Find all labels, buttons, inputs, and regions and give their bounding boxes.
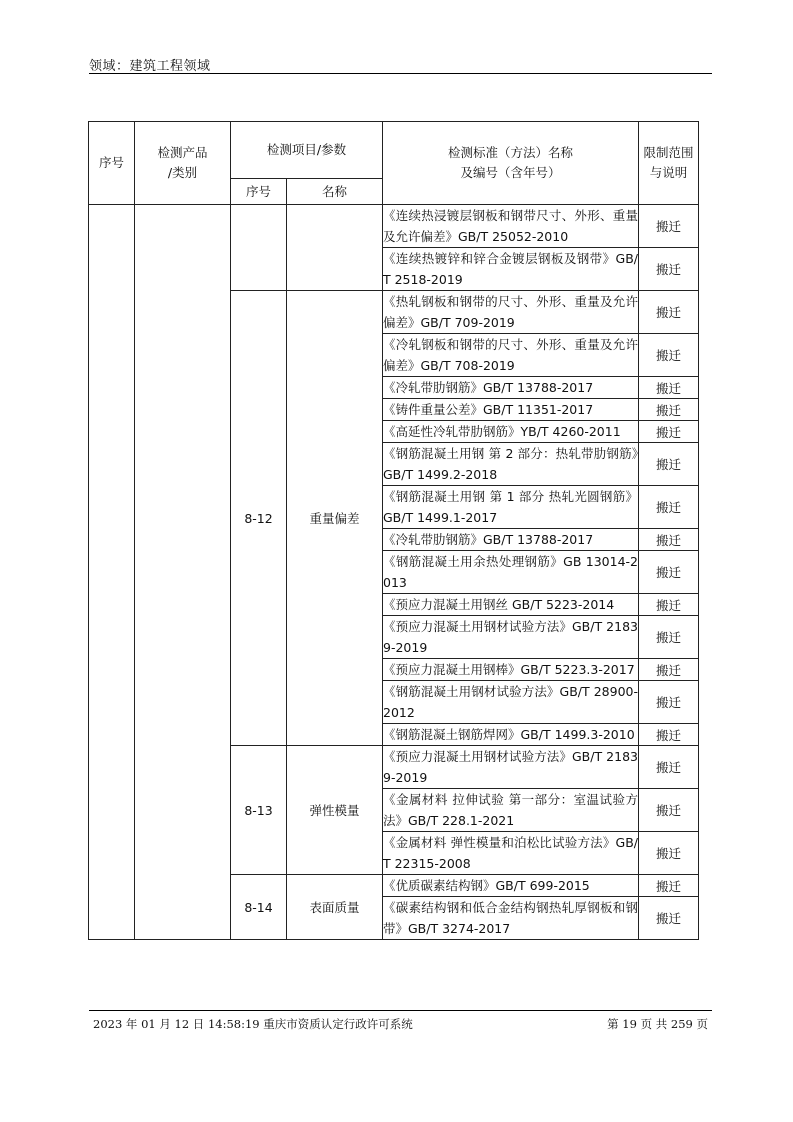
limit-cell: 搬迁 (639, 659, 699, 681)
limit-cell: 搬迁 (639, 875, 699, 897)
standard-cell: 《连续热浸镀层钢板和钢带尺寸、外形、重量及允许偏差》GB/T 25052-2010 (383, 205, 639, 248)
standard-cell: 《预应力混凝土用钢棒》GB/T 5223.3-2017 (383, 659, 639, 681)
standard-cell: 《冷轧带肋钢筋》GB/T 13788-2017 (383, 529, 639, 551)
standard-cell: 《连续热镀锌和锌合金镀层钢板及钢带》GB/T 2518-2019 (383, 248, 639, 291)
standard-cell: 《钢筋混凝土用余热处理钢筋》GB 13014-2013 (383, 551, 639, 594)
item-seq: 8-13 (231, 746, 287, 875)
standard-cell: 《金属材料 拉伸试验 第一部分：室温试验方法》GB/T 228.1-2021 (383, 789, 639, 832)
limit-cell: 搬迁 (639, 551, 699, 594)
col-product (135, 205, 231, 940)
item-seq: 8-12 (231, 291, 287, 746)
standard-cell: 《冷轧带肋钢筋》GB/T 13788-2017 (383, 377, 639, 399)
col-seq (89, 205, 135, 940)
item-name (287, 205, 383, 291)
limit-cell: 搬迁 (639, 334, 699, 377)
limit-cell: 搬迁 (639, 205, 699, 248)
header-seq: 序号 (89, 122, 135, 205)
limit-cell: 搬迁 (639, 486, 699, 529)
standard-cell: 《冷轧钢板和钢带的尺寸、外形、重量及允许偏差》GB/T 708-2019 (383, 334, 639, 377)
standard-cell: 《钢筋混凝土用钢 第 2 部分：热轧带肋钢筋》GB/T 1499.2-2018 (383, 443, 639, 486)
limit-cell: 搬迁 (639, 594, 699, 616)
limit-cell: 搬迁 (639, 724, 699, 746)
limit-cell: 搬迁 (639, 529, 699, 551)
limit-cell: 搬迁 (639, 248, 699, 291)
header-standard: 检测标准（方法）名称 及编号（含年号） (383, 122, 639, 205)
limit-cell: 搬迁 (639, 443, 699, 486)
limit-cell: 搬迁 (639, 897, 699, 940)
limit-cell: 搬迁 (639, 377, 699, 399)
header-item-name: 名称 (287, 179, 383, 205)
standard-cell: 《预应力混凝土用钢丝 GB/T 5223-2014 (383, 594, 639, 616)
standard-cell: 《金属材料 弹性模量和泊松比试验方法》GB/T 22315-2008 (383, 832, 639, 875)
standard-cell: 《高延性冷轧带肋钢筋》YB/T 4260-2011 (383, 421, 639, 443)
table-body (89, 205, 699, 940)
standard-cell: 《钢筋混凝土用钢 第 1 部分 热轧光圆钢筋》GB/T 1499.1-2017 (383, 486, 639, 529)
limit-cell: 搬迁 (639, 291, 699, 334)
header-item: 检测项目/参数 (231, 122, 383, 179)
standard-cell: 《钢筋混凝土钢筋焊网》GB/T 1499.3-2010 (383, 724, 639, 746)
item-name: 重量偏差 (287, 291, 383, 746)
standard-cell: 《碳素结构钢和低合金结构钢热轧厚钢板和钢带》GB/T 3274-2017 (383, 897, 639, 940)
item-name: 表面质量 (287, 875, 383, 940)
item-seq (231, 205, 287, 291)
limit-cell: 搬迁 (639, 616, 699, 659)
limit-cell: 搬迁 (639, 746, 699, 789)
header-limit: 限制范围 与说明 (639, 122, 699, 205)
standard-cell: 《预应力混凝土用钢材试验方法》GB/T 21839-2019 (383, 746, 639, 789)
limit-cell: 搬迁 (639, 681, 699, 724)
item-seq: 8-14 (231, 875, 287, 940)
footer-page-number: 第 19 页 共 259 页 (607, 1017, 708, 1031)
standard-cell: 《优质碳素结构钢》GB/T 699-2015 (383, 875, 639, 897)
limit-cell: 搬迁 (639, 832, 699, 875)
standard-cell: 《钢筋混凝土用钢材试验方法》GB/T 28900-2012 (383, 681, 639, 724)
limit-cell: 搬迁 (639, 399, 699, 421)
footer-divider (89, 1010, 712, 1011)
limit-cell: 搬迁 (639, 421, 699, 443)
page-header: 领域：建筑工程领域 (89, 59, 211, 74)
header-product: 检测产品 /类别 (135, 122, 231, 205)
standard-cell: 《铸件重量公差》GB/T 11351-2017 (383, 399, 639, 421)
footer-timestamp: 2023 年 01 月 12 日 14:58:19 重庆市资质认定行政许可系统 (93, 1017, 413, 1031)
standards-table (88, 121, 699, 940)
standard-cell: 《热轧钢板和钢带的尺寸、外形、重量及允许偏差》GB/T 709-2019 (383, 291, 639, 334)
standard-cell: 《预应力混凝土用钢材试验方法》GB/T 21839-2019 (383, 616, 639, 659)
limit-cell: 搬迁 (639, 789, 699, 832)
header-divider (89, 73, 712, 74)
item-name: 弹性模量 (287, 746, 383, 875)
table-row (89, 205, 699, 248)
header-item-seq: 序号 (231, 179, 287, 205)
